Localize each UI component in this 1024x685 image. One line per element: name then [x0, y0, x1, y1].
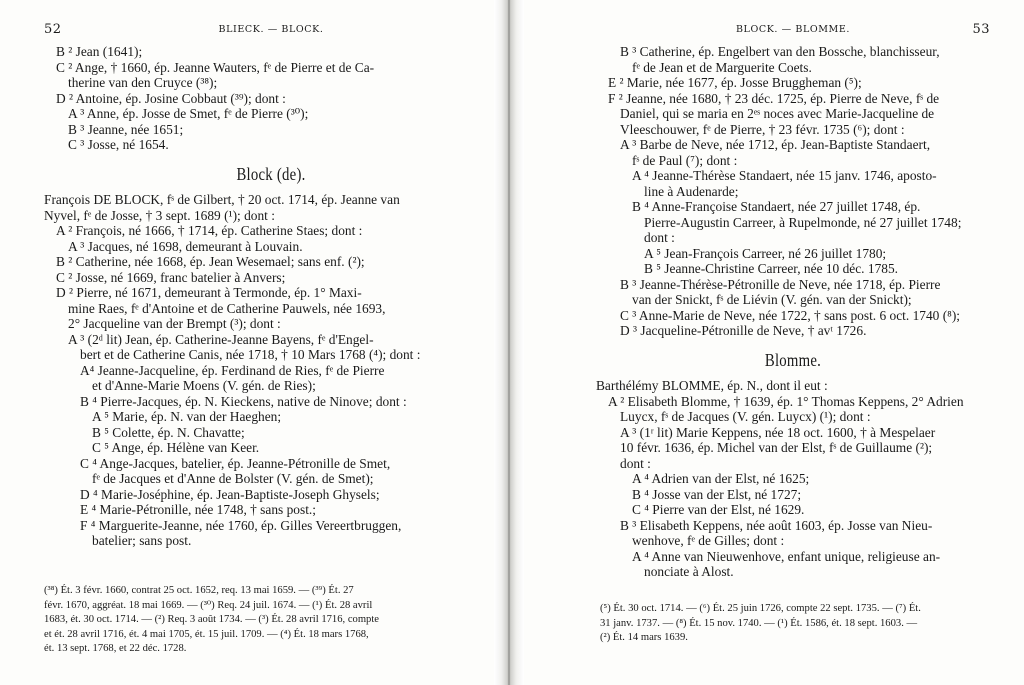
- entry-line: F ⁴ Marguerite-Jeanne, née 1760, ép. Gilles Vereertbruggen,: [80, 517, 402, 533]
- entry-line: bert et de Catherine Canis, née 1718, † 10 Mars 1768 (⁴); dont :: [80, 347, 421, 362]
- entry-line: fᵉ de Jacques et d'Anne de Bolster (V. gén. de Smet);: [92, 471, 374, 486]
- right-body: [596, 44, 990, 580]
- entry-line: A ³ Jacques, né 1698, demeurant à Louvain.: [68, 238, 303, 254]
- entry-line: C ² Ange, † 1660, ép. Jeanne Wauters, fᵉ de Pierre et de Ca-: [56, 59, 375, 75]
- entry-line: E ² Marie, née 1677, ép. Josse Bruggheman (⁵);: [608, 75, 862, 90]
- entry-line: B ³ Jeanne-Thérèse-Pétronille de Neve, née 1718, ép. Pierre: [620, 276, 941, 292]
- entry-line: D ⁴ Marie-Joséphine, ép. Jean-Baptiste-Joseph Ghysels;: [80, 486, 380, 502]
- entry-line: Nyvel, fᵉ de Josse, † 3 sept. 1689 (¹); dont :: [44, 207, 275, 223]
- entry-line: B ⁵ Jeanne-Christine Carreer, née 10 déc. 1785.: [644, 261, 899, 276]
- entry-line: A ³ Anne, ép. Josse de Smet, fᵉ de Pierre (³⁰);: [68, 106, 309, 121]
- entry-line: line à Audenarde;: [644, 183, 739, 199]
- footnote-line: (⁵) Ét. 30 oct. 1714. — (⁶) Ét. 25 juin 1726, compte 22 sept. 1735. — (⁷) Ét.: [600, 603, 921, 614]
- entry-line: C ² Josse, né 1669, franc batelier à Anvers;: [56, 269, 286, 285]
- entry-line: E ⁴ Marie-Pétronille, née 1748, † sans post.;: [80, 502, 316, 517]
- entry-line: D ³ Jacqueline-Pétronille de Neve, † avᵗ 1726.: [620, 323, 867, 338]
- right-page: [518, 0, 1024, 685]
- entry-line: B ³ Elisabeth Keppens, née août 1603, ép. Josse van Nieu-: [620, 517, 933, 533]
- entry-line: A ² Elisabeth Blomme, † 1639, ép. 1° Thomas Keppens, 2° Adrien: [608, 393, 964, 409]
- entry-line: dont :: [644, 230, 675, 245]
- entry-line: 2° Jacqueline van der Brempt (³); dont :: [68, 316, 281, 331]
- entry-line: B ⁴ Anne-Françoise Standaert, née 27 juillet 1748, ép.: [632, 199, 921, 214]
- entry-line: B ⁴ Josse van der Elst, né 1727;: [632, 486, 802, 502]
- left-body: [44, 44, 498, 549]
- footnote-line: et ét. 28 avril 1716, ét. 4 mai 1705, ét. 15 juil. 1709. — (⁴) Ét. 18 mars 1768,: [44, 628, 369, 640]
- footnote-line: 1683, ét. 30 oct. 1714. — (²) Req. 3 août 1734. — (³) Ét. 28 avril 1716, compte: [44, 614, 379, 625]
- entry-line: wenhove, fᵉ de Gilles; dont :: [632, 533, 785, 548]
- entry-line: A ⁴ Anne van Nieuwenhove, enfant unique, religieuse an-: [632, 548, 941, 564]
- entry-line: B ⁴ Pierre-Jacques, ép. N. Kieckens, native de Ninove; dont :: [80, 393, 407, 409]
- entry-line: C ³ Josse, né 1654.: [68, 137, 169, 152]
- entry-line: François DE BLOCK, fˢ de Gilbert, † 20 oct. 1714, ép. Jeanne van: [44, 192, 400, 207]
- entry-line: Daniel, qui se maria en 2ᵉˢ noces avec Marie-Jacqueline de: [620, 106, 935, 121]
- entry-line: fˢ de Paul (⁷); dont :: [632, 152, 738, 168]
- entry-line: Pierre-Augustin Carreer, à Rupelmonde, né 27 juillet 1748;: [644, 214, 962, 230]
- entry-line: 10 févr. 1636, ép. Michel van der Elst, fˢ de Guillaume (²);: [620, 440, 933, 455]
- entry-line: B ² Jean (1641);: [56, 44, 143, 59]
- book-gutter: [494, 0, 524, 685]
- entry-line: A ² François, né 1666, † 1714, ép. Catherine Staes; dont :: [56, 223, 363, 238]
- footnote-line: ét. 13 sept. 1768, et 22 déc. 1728.: [44, 643, 187, 654]
- left-footnotes: [44, 584, 494, 657]
- entry-line: fᵉ de Jean et de Marguerite Coets.: [632, 59, 812, 75]
- entry-line: Vleeschouwer, fᵉ de Pierre, † 23 févr. 1735 (⁶); dont :: [620, 121, 905, 137]
- left-page: [0, 0, 506, 685]
- entry-line: F ² Jeanne, née 1680, † 23 déc. 1725, ép. Pierre de Neve, fˢ de: [608, 90, 940, 106]
- entry-line: A ⁵ Jean-François Carreer, né 26 juillet 1780;: [644, 245, 887, 261]
- entry-line: C ⁴ Ange-Jacques, batelier, ép. Jeanne-Pétronille de Smet,: [80, 455, 391, 471]
- entry-line: B ³ Catherine, ép. Engelbert van den Bossche, blanchisseur,: [620, 44, 940, 59]
- entry-line: A ⁵ Marie, ép. N. van der Haeghen;: [92, 409, 282, 424]
- entry-line: A ⁴ Jeanne-Thérèse Standaert, née 15 janv. 1746, aposto-: [632, 168, 937, 183]
- entry-line: B ² Catherine, née 1668, ép. Jean Wesemael; sans enf. (²);: [56, 254, 365, 269]
- entry-line: mine Raes, fᵉ d'Antoine et de Catherine Pauwels, née 1693,: [68, 300, 386, 316]
- entry-line: dont :: [620, 455, 651, 471]
- footnote-line: (³⁸) Ét. 3 févr. 1660, contrat 25 oct. 1652, req. 13 mai 1659. — (³⁹) Ét. 27: [44, 585, 354, 596]
- section-title: Blomme.: [764, 349, 822, 370]
- entry-line: nonciate à Alost.: [644, 564, 734, 579]
- entry-line: A ³ (1ʳ lit) Marie Keppens, née 18 oct. 1600, † à Mespelaer: [620, 424, 936, 440]
- entry-line: C ³ Anne-Marie de Neve, née 1722, † sans post. 6 oct. 1740 (⁸);: [620, 307, 961, 323]
- entry-line: van der Snickt, fˢ de Liévin (V. gén. van der Snickt);: [632, 292, 912, 307]
- entry-line: et d'Anne-Marie Moens (V. gén. de Ries);: [92, 378, 316, 393]
- entry-line: C ⁵ Ange, ép. Hélène van Keer.: [92, 440, 260, 455]
- right-footnotes: [600, 602, 988, 646]
- left-running-head: [44, 22, 498, 44]
- entry-line: A ³ (2ᵈ lit) Jean, ép. Catherine-Jeanne Bayens, fᵉ d'Engel-: [68, 331, 374, 347]
- entry-line: B ³ Jeanne, née 1651;: [68, 121, 184, 137]
- page-number: 53: [972, 22, 990, 37]
- right-running-head: [596, 22, 990, 44]
- running-title: BLOCK. — BLOMME.: [735, 24, 851, 35]
- entry-line: A ³ Barbe de Neve, née 1712, ép. Jean-Baptiste Standaert,: [620, 137, 931, 152]
- entry-line: therine van den Cruyce (³⁸);: [68, 75, 218, 90]
- entry-line: D ² Antoine, ép. Josine Cobbaut (³⁹); dont :: [56, 90, 286, 106]
- section-title: Block (de).: [236, 163, 306, 184]
- entry-line: A⁴ Jeanne-Jacqueline, ép. Ferdinand de Ries, fᵉ de Pierre: [80, 362, 385, 378]
- entry-line: Barthélémy BLOMME, ép. N., dont il eut :: [596, 378, 828, 393]
- footnote-line: (²) Ét. 14 mars 1639.: [600, 632, 688, 643]
- page-number: 52: [44, 22, 62, 37]
- entry-line: C ⁴ Pierre van der Elst, né 1629.: [632, 502, 805, 517]
- footnote-line: 31 janv. 1737. — (⁸) Ét. 15 nov. 1740. — (¹) Ét. 1586, ét. 18 sept. 1603. —: [600, 617, 918, 629]
- entry-line: D ² Pierre, né 1671, demeurant à Termonde, ép. 1° Maxi-: [56, 285, 362, 300]
- running-title: BLIECK. — BLOCK.: [218, 24, 324, 35]
- footnote-line: févr. 1670, aggréat. 18 mai 1669. — (³⁰) Req. 24 juil. 1674. — (¹) Ét. 28 avril: [44, 599, 373, 611]
- entry-line: A ⁴ Adrien van der Elst, né 1625;: [632, 471, 810, 486]
- entry-line: Luycx, fˢ de Jacques (V. gén. Luycx) (¹); dont :: [620, 409, 871, 424]
- entry-line: B ⁵ Colette, ép. N. Chavatte;: [92, 424, 245, 440]
- entry-line: batelier; sans post.: [92, 533, 192, 548]
